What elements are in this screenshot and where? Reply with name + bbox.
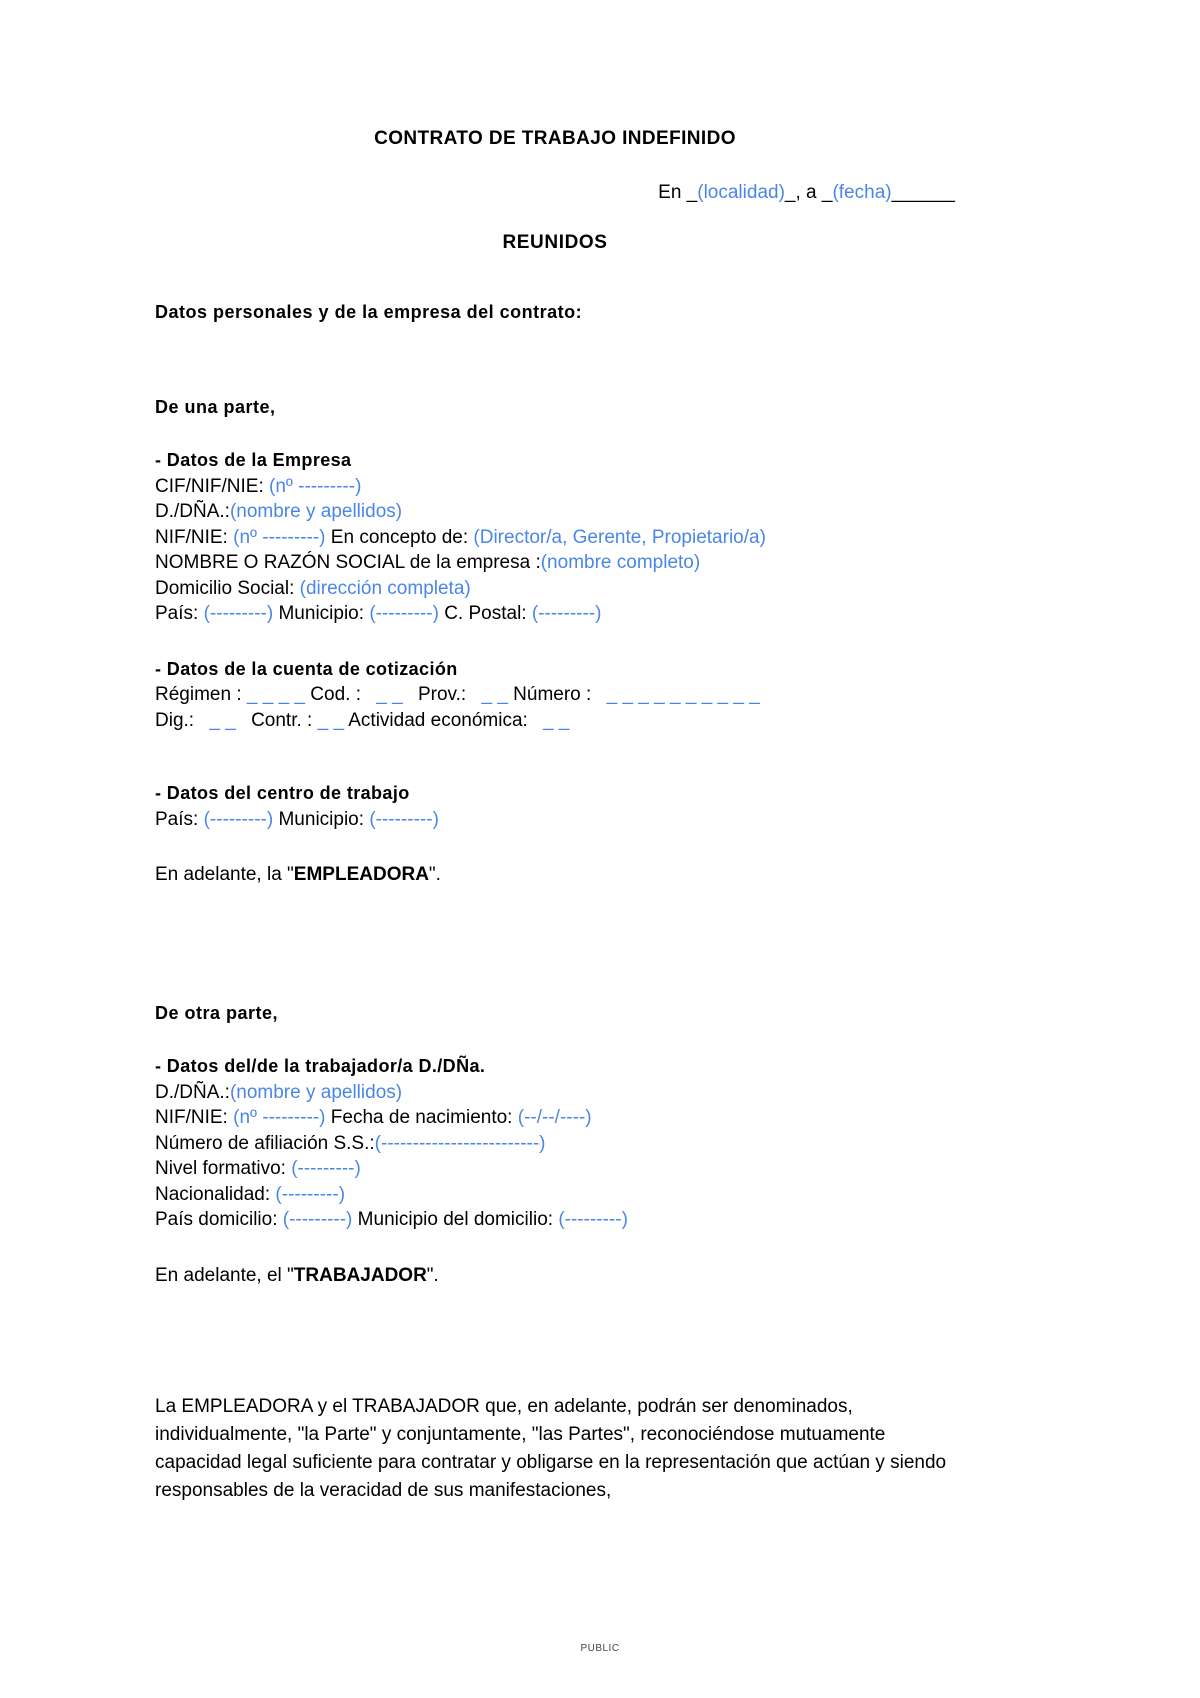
company-domicilio-value: (dirección completa) bbox=[299, 577, 471, 599]
worker-domicile-line bbox=[155, 1207, 955, 1233]
cotizacion-regimen-blank: _ _ _ _ bbox=[246, 684, 305, 705]
worker-pais-dom-label: País domicilio: bbox=[155, 1209, 278, 1230]
cotizacion-regimen-label: Régimen : bbox=[155, 684, 242, 705]
closing-paragraph: La EMPLEADORA y el TRABAJADOR que, en adelante, podrán ser denominados, individualmente, "la Parte" y conjuntamente, "las Partes", reconociéndose mutuamente capacidad legal suficiente para contratar y obligarse en la representación que actúan y siendo responsables de la veracidad de sus manifestaciones, bbox=[155, 1395, 947, 1501]
date-placeholder: (fecha) bbox=[832, 182, 892, 203]
worker-birth-value: (--/--/----) bbox=[517, 1107, 592, 1128]
worker-birth-label: Fecha de nacimiento: bbox=[330, 1107, 513, 1128]
worker-name-value: (nombre y apellidos) bbox=[229, 1081, 403, 1103]
trabajador-note-prefix: En adelante, el " bbox=[155, 1264, 294, 1286]
worker-nif-label: NIF/NIE: bbox=[155, 1107, 228, 1128]
company-pais-label: País: bbox=[155, 603, 199, 624]
cotizacion-dig-blank: _ _ bbox=[209, 709, 236, 731]
cotizacion-numero-label: Número : bbox=[513, 684, 592, 705]
worker-nivel-line bbox=[155, 1156, 955, 1182]
company-domicilio-line bbox=[155, 576, 955, 602]
empleadora-term: EMPLEADORA bbox=[293, 864, 429, 885]
workplace-heading: - Datos del centro de trabajo bbox=[155, 783, 410, 803]
party-two-label: De otra parte, bbox=[155, 1003, 279, 1023]
company-razon-value: (nombre completo) bbox=[540, 552, 701, 573]
worker-afiliacion-label: Número de afiliación S.S.: bbox=[155, 1132, 375, 1154]
worker-nacionalidad-label: Nacionalidad: bbox=[155, 1183, 271, 1205]
document-content bbox=[155, 0, 955, 1505]
worker-nivel-value: (---------) bbox=[291, 1158, 361, 1179]
date-blank-suffix: ______ bbox=[891, 182, 955, 203]
page-title: CONTRATO DE TRABAJO INDEFINIDO bbox=[374, 128, 736, 149]
company-postal-value: (---------) bbox=[531, 603, 602, 624]
company-name-line bbox=[155, 499, 955, 525]
worker-data-heading: - Datos del/de la trabajador/a D./DÑa. bbox=[155, 1056, 486, 1076]
cotizacion-prov-blank: _ _ bbox=[481, 684, 508, 705]
cotizacion-cod-label: Cod. : bbox=[310, 684, 361, 705]
company-municipio-label: Municipio: bbox=[278, 603, 365, 624]
worker-afiliacion-value: (-------------------------) bbox=[374, 1132, 546, 1154]
workplace-municipio-label: Municipio: bbox=[278, 808, 365, 830]
worker-municipio-dom-label: Municipio del domicilio: bbox=[357, 1209, 554, 1230]
worker-name-line bbox=[155, 1080, 955, 1106]
company-cif-value: (nº ---------) bbox=[269, 475, 362, 497]
workplace-pais-value: (---------) bbox=[203, 808, 274, 830]
trabajador-note-suffix: ". bbox=[426, 1264, 439, 1286]
workplace-location-line bbox=[155, 807, 955, 833]
company-municipio-value: (---------) bbox=[369, 603, 439, 624]
company-nif-value: (nº ---------) bbox=[233, 526, 326, 548]
locality-placeholder: (localidad) bbox=[697, 182, 785, 203]
reunidos-heading: REUNIDOS bbox=[502, 232, 608, 253]
empleadora-note-prefix: En adelante, la " bbox=[155, 864, 294, 885]
company-concept-value: (Director/a, Gerente, Propietario/a) bbox=[473, 526, 766, 548]
company-domicilio-label: Domicilio Social: bbox=[155, 577, 295, 599]
cotizacion-dig-line bbox=[155, 708, 955, 734]
empleadora-note bbox=[155, 862, 955, 888]
cotizacion-actividad-blank: _ _ bbox=[543, 709, 570, 731]
place-date-middle: _, a _ bbox=[784, 182, 833, 203]
party-one-label: De una parte, bbox=[155, 397, 276, 417]
company-nif-line bbox=[155, 525, 955, 551]
worker-nif-line bbox=[155, 1105, 955, 1131]
worker-nacionalidad-line bbox=[155, 1182, 955, 1208]
company-cif-label: CIF/NIF/NIE: bbox=[155, 475, 264, 497]
company-razon-label: NOMBRE O RAZÓN SOCIAL de la empresa : bbox=[155, 552, 541, 573]
company-nif-label: NIF/NIE: bbox=[155, 526, 228, 548]
cotizacion-prov-label: Prov.: bbox=[417, 684, 467, 705]
personal-data-heading: Datos personales y de la empresa del contrato: bbox=[155, 302, 583, 322]
company-cif-line bbox=[155, 474, 955, 500]
worker-afiliacion-line bbox=[155, 1131, 955, 1157]
company-location-line bbox=[155, 601, 955, 627]
worker-nif-value: (nº ---------) bbox=[233, 1107, 326, 1128]
footer-classification: PUBLIC bbox=[580, 1643, 620, 1654]
workplace-pais-label: País: bbox=[155, 808, 199, 830]
cotizacion-heading: - Datos de la cuenta de cotización bbox=[155, 658, 458, 679]
company-postal-label: C. Postal: bbox=[444, 603, 527, 624]
workplace-municipio-value: (---------) bbox=[369, 808, 439, 830]
place-date-prefix: En _ bbox=[658, 182, 698, 203]
cotizacion-regimen-line bbox=[155, 682, 955, 708]
trabajador-note bbox=[155, 1263, 955, 1289]
company-name-value: (nombre y apellidos) bbox=[229, 501, 403, 522]
cotizacion-numero-blank: _ _ _ _ _ _ _ _ _ _ bbox=[606, 684, 760, 705]
company-data-heading: - Datos de la Empresa bbox=[155, 450, 352, 470]
company-concept-label: En concepto de: bbox=[330, 526, 469, 548]
worker-nivel-label: Nivel formativo: bbox=[155, 1158, 286, 1179]
cotizacion-actividad-label: Actividad económica: bbox=[348, 709, 528, 731]
worker-name-label: D./DÑA.: bbox=[155, 1081, 230, 1103]
company-pais-value: (---------) bbox=[203, 603, 274, 624]
place-date-line bbox=[155, 150, 955, 204]
empleadora-note-suffix: ". bbox=[428, 864, 441, 885]
worker-pais-dom-value: (---------) bbox=[282, 1209, 353, 1230]
company-razon-line bbox=[155, 550, 955, 576]
cotizacion-dig-label: Dig.: bbox=[155, 709, 195, 731]
cotizacion-contr-blank: _ _ bbox=[317, 709, 345, 731]
trabajador-term: TRABAJADOR bbox=[293, 1264, 427, 1286]
company-name-label: D./DÑA.: bbox=[155, 501, 230, 522]
worker-nacionalidad-value: (---------) bbox=[275, 1183, 346, 1205]
cotizacion-contr-label: Contr. : bbox=[251, 709, 313, 731]
worker-municipio-dom-value: (---------) bbox=[558, 1209, 628, 1230]
cotizacion-cod-blank: _ _ bbox=[376, 684, 403, 705]
